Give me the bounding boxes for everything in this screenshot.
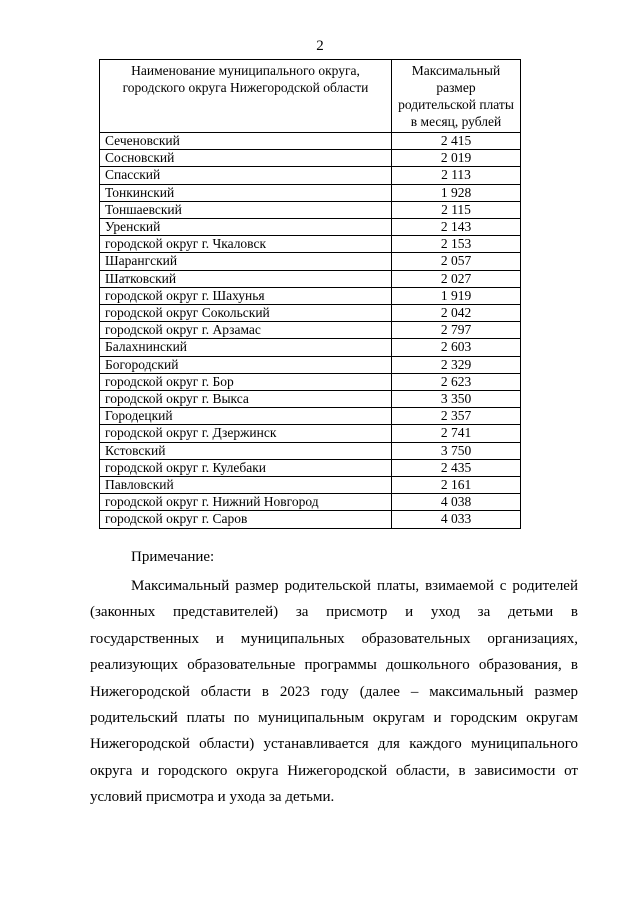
max-fee-value: 2 741 — [392, 425, 521, 442]
municipality-name: городской округ г. Саров — [100, 511, 392, 528]
municipality-name: городской округ г. Кулебаки — [100, 459, 392, 476]
header-municipality: Наименование муниципального округа, городского округа Нижегородской области — [100, 60, 392, 133]
table-row — [100, 133, 521, 150]
header-max-fee: Максимальный размер родительской платы в месяц, рублей — [392, 60, 521, 133]
municipality-name: городской округ г. Выкса — [100, 391, 392, 408]
table-row — [100, 408, 521, 425]
municipality-name: городской округ г. Дзержинск — [100, 425, 392, 442]
municipality-name: Балахнинский — [100, 339, 392, 356]
max-fee-value: 1 928 — [392, 184, 521, 201]
table-row — [100, 442, 521, 459]
max-fee-value: 2 153 — [392, 236, 521, 253]
table-row — [100, 270, 521, 287]
municipality-name: Уренский — [100, 219, 392, 236]
table-row — [100, 253, 521, 270]
max-fee-value: 2 415 — [392, 133, 521, 150]
municipality-name: городской округ г. Шахунья — [100, 287, 392, 304]
max-fee-value: 2 113 — [392, 167, 521, 184]
max-fee-value: 2 161 — [392, 477, 521, 494]
municipality-name: Тоншаевский — [100, 201, 392, 218]
table-row — [100, 373, 521, 390]
table-row — [100, 494, 521, 511]
municipality-name: Шарангский — [100, 253, 392, 270]
municipality-name: Богородский — [100, 356, 392, 373]
max-fee-value: 2 143 — [392, 219, 521, 236]
municipality-name: городской округ г. Бор — [100, 373, 392, 390]
max-fee-value: 2 019 — [392, 150, 521, 167]
table-row — [100, 201, 521, 218]
max-fee-value: 4 033 — [392, 511, 521, 528]
table-row — [100, 322, 521, 339]
max-fee-value: 3 350 — [392, 391, 521, 408]
max-fee-value: 4 038 — [392, 494, 521, 511]
max-fee-value: 2 603 — [392, 339, 521, 356]
max-fee-value: 2 623 — [392, 373, 521, 390]
municipality-name: Павловский — [100, 477, 392, 494]
max-fee-value: 2 115 — [392, 201, 521, 218]
max-fee-value: 2 797 — [392, 322, 521, 339]
max-fee-value: 3 750 — [392, 442, 521, 459]
table-row — [100, 391, 521, 408]
max-fee-value: 2 057 — [392, 253, 521, 270]
municipality-name: городской округ г. Арзамас — [100, 322, 392, 339]
table-row — [100, 339, 521, 356]
max-fee-value: 2 435 — [392, 459, 521, 476]
table-row — [100, 167, 521, 184]
municipality-name: Спасский — [100, 167, 392, 184]
table-header-row — [100, 60, 521, 133]
table-row — [100, 236, 521, 253]
municipality-name: Городецкий — [100, 408, 392, 425]
municipality-name: Сосновский — [100, 150, 392, 167]
max-fee-value: 2 329 — [392, 356, 521, 373]
table-row — [100, 356, 521, 373]
note-text: Максимальный размер родительской платы, взимаемой с родителей (законных представителей) за присмотр и уход за детьми в государственных и муниципальных образовательных организациях, реализующих образовательные программы дошкольного образования, в Нижегородской области в 2023 году (далее – максимальный размер родительский платы по муниципальным округам и городским округам Нижегородской области) устанавливается для каждого муниципального округа и городского округа Нижегородской области, в зависимости от условий присмотра и ухода за детьми. — [90, 578, 578, 806]
table-row — [100, 305, 521, 322]
max-fee-value: 2 027 — [392, 270, 521, 287]
note-title: Примечание: — [131, 549, 215, 565]
page-number: 2 — [316, 38, 324, 54]
max-fee-value: 2 042 — [392, 305, 521, 322]
municipality-name: городской округ г. Нижний Новгород — [100, 494, 392, 511]
table-row — [100, 150, 521, 167]
table-row — [100, 511, 521, 528]
municipality-name: Тонкинский — [100, 184, 392, 201]
municipality-name: городской округ г. Чкаловск — [100, 236, 392, 253]
table-row — [100, 287, 521, 304]
max-fee-value: 2 357 — [392, 408, 521, 425]
municipality-name: городской округ Сокольский — [100, 305, 392, 322]
municipality-name: Шатковский — [100, 270, 392, 287]
table-row — [100, 477, 521, 494]
table-body — [100, 133, 521, 529]
table-row — [100, 425, 521, 442]
municipality-name: Кстовский — [100, 442, 392, 459]
fee-table — [99, 59, 521, 529]
table-row — [100, 184, 521, 201]
table-row — [100, 219, 521, 236]
max-fee-value: 1 919 — [392, 287, 521, 304]
municipality-name: Сеченовский — [100, 133, 392, 150]
table-row — [100, 459, 521, 476]
